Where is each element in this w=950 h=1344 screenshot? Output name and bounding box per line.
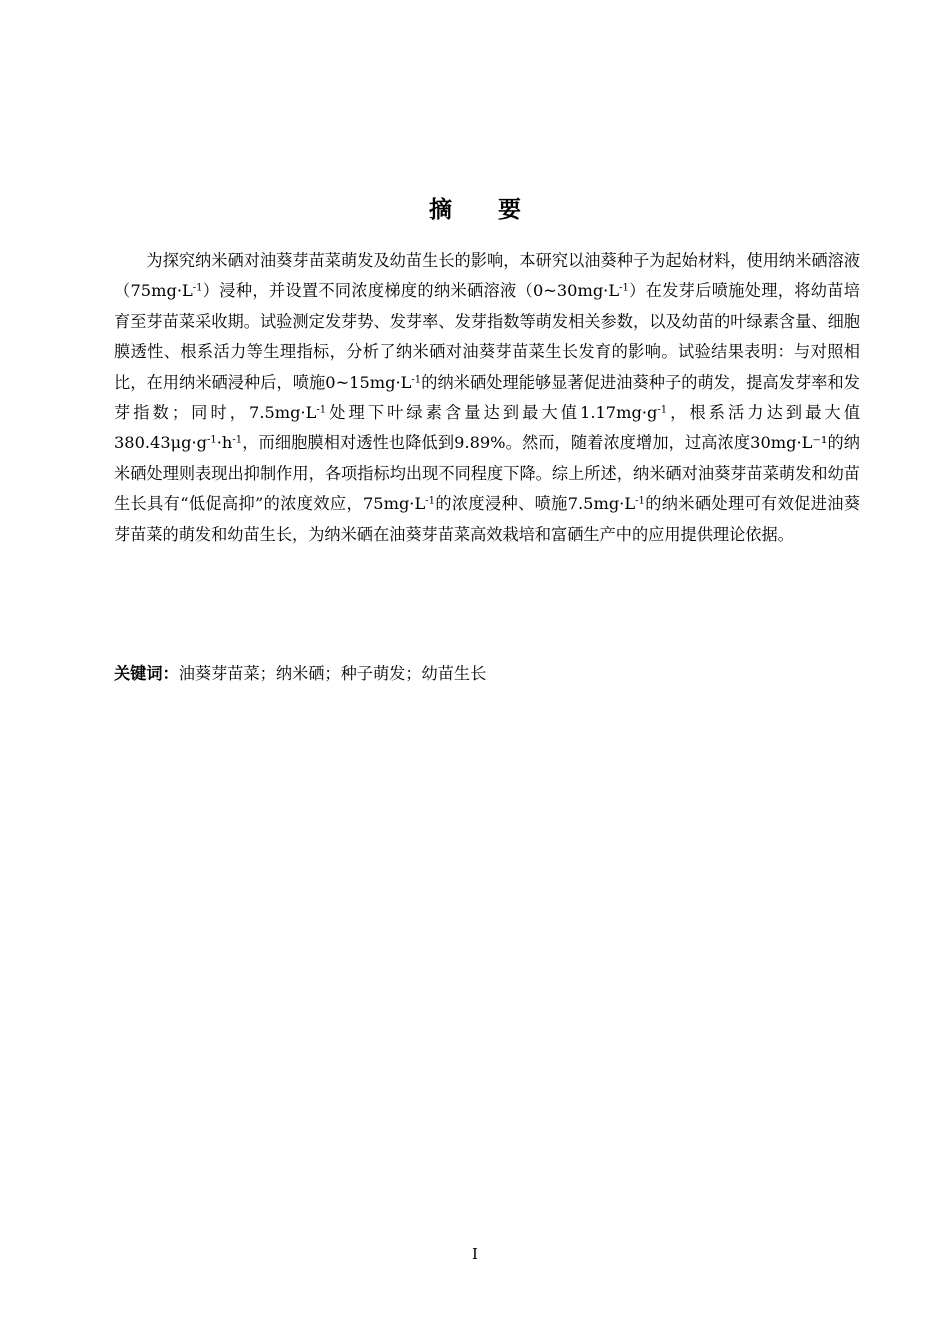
title-char-2: 要	[498, 197, 521, 224]
keywords-text: 油葵芽苗菜；纳米硒；种子萌发；幼苗生长	[178, 664, 487, 683]
abstract-text: ，而细胞膜相对透性也降低到9.89%。然而，随着浓度增加，过高浓度30mg·L⁻¹的纳米硒处理则表现出抑制作用，各项指标均出现不同程度下降。综上所述，纳米硒对油葵芽苗菜萌发和幼苗生长具有“低促高抑”的浓度效应，75mg·L	[114, 433, 860, 514]
superscript: -1	[232, 434, 243, 446]
abstract-text: 的纳米硒处理能够显著促进油葵种子的萌发，提高发芽率和发芽指数；同时，7.5mg·L	[114, 372, 860, 423]
superscript: -1	[316, 404, 327, 416]
page-title	[0, 195, 950, 225]
abstract-text: ）浸种，并设置不同浓度梯度的纳米硒溶液（0~30mg·L	[202, 281, 620, 301]
page-number: I	[472, 1245, 478, 1263]
superscript: -1	[657, 404, 668, 416]
abstract-text: 为探究纳米硒对油葵芽苗菜萌发及幼苗生长的影响，本研究以油葵种子为起始材料，使用纳米硒溶液（75mg·L	[114, 251, 860, 301]
abstract-text: 的纳米硒处理可有效促进油葵芽苗菜的萌发和幼苗生长，为纳米硒在油葵芽苗菜高效栽培和富硒生产中的应用提供理论依据。	[114, 494, 860, 544]
abstract-text: 处理下叶绿素含量达到最大值1.17mg·g	[326, 403, 658, 423]
superscript: -1	[411, 374, 422, 386]
superscript: -1	[192, 282, 203, 294]
abstract-text: ，根系活力达到最大值380.43μg·g	[114, 403, 861, 453]
superscript: -1	[425, 495, 435, 507]
title-char-1: 摘	[429, 197, 452, 224]
superscript: -1	[207, 434, 217, 446]
keywords-label: 关键词：	[114, 664, 179, 683]
abstract-text: 的浓度浸种、喷施7.5mg·L	[434, 494, 636, 514]
abstract-text: ·h	[216, 433, 233, 453]
keywords	[114, 659, 860, 689]
abstract-body	[114, 246, 860, 550]
abstract-text: ）在发芽后喷施处理，将幼苗培育至芽苗菜采收期。试验测定发芽势、发芽率、发芽指数等萌发相关参数，以及幼苗的叶绿素含量、细胞膜透性、根系活力等生理指标，分析了纳米硒对油葵芽苗菜生长发育的影响。试验结果表明：与对照相比，在用纳米硒浸种后，喷施0~15mg·L	[114, 281, 860, 392]
superscript: -1	[619, 282, 629, 294]
superscript: -1	[635, 495, 645, 507]
